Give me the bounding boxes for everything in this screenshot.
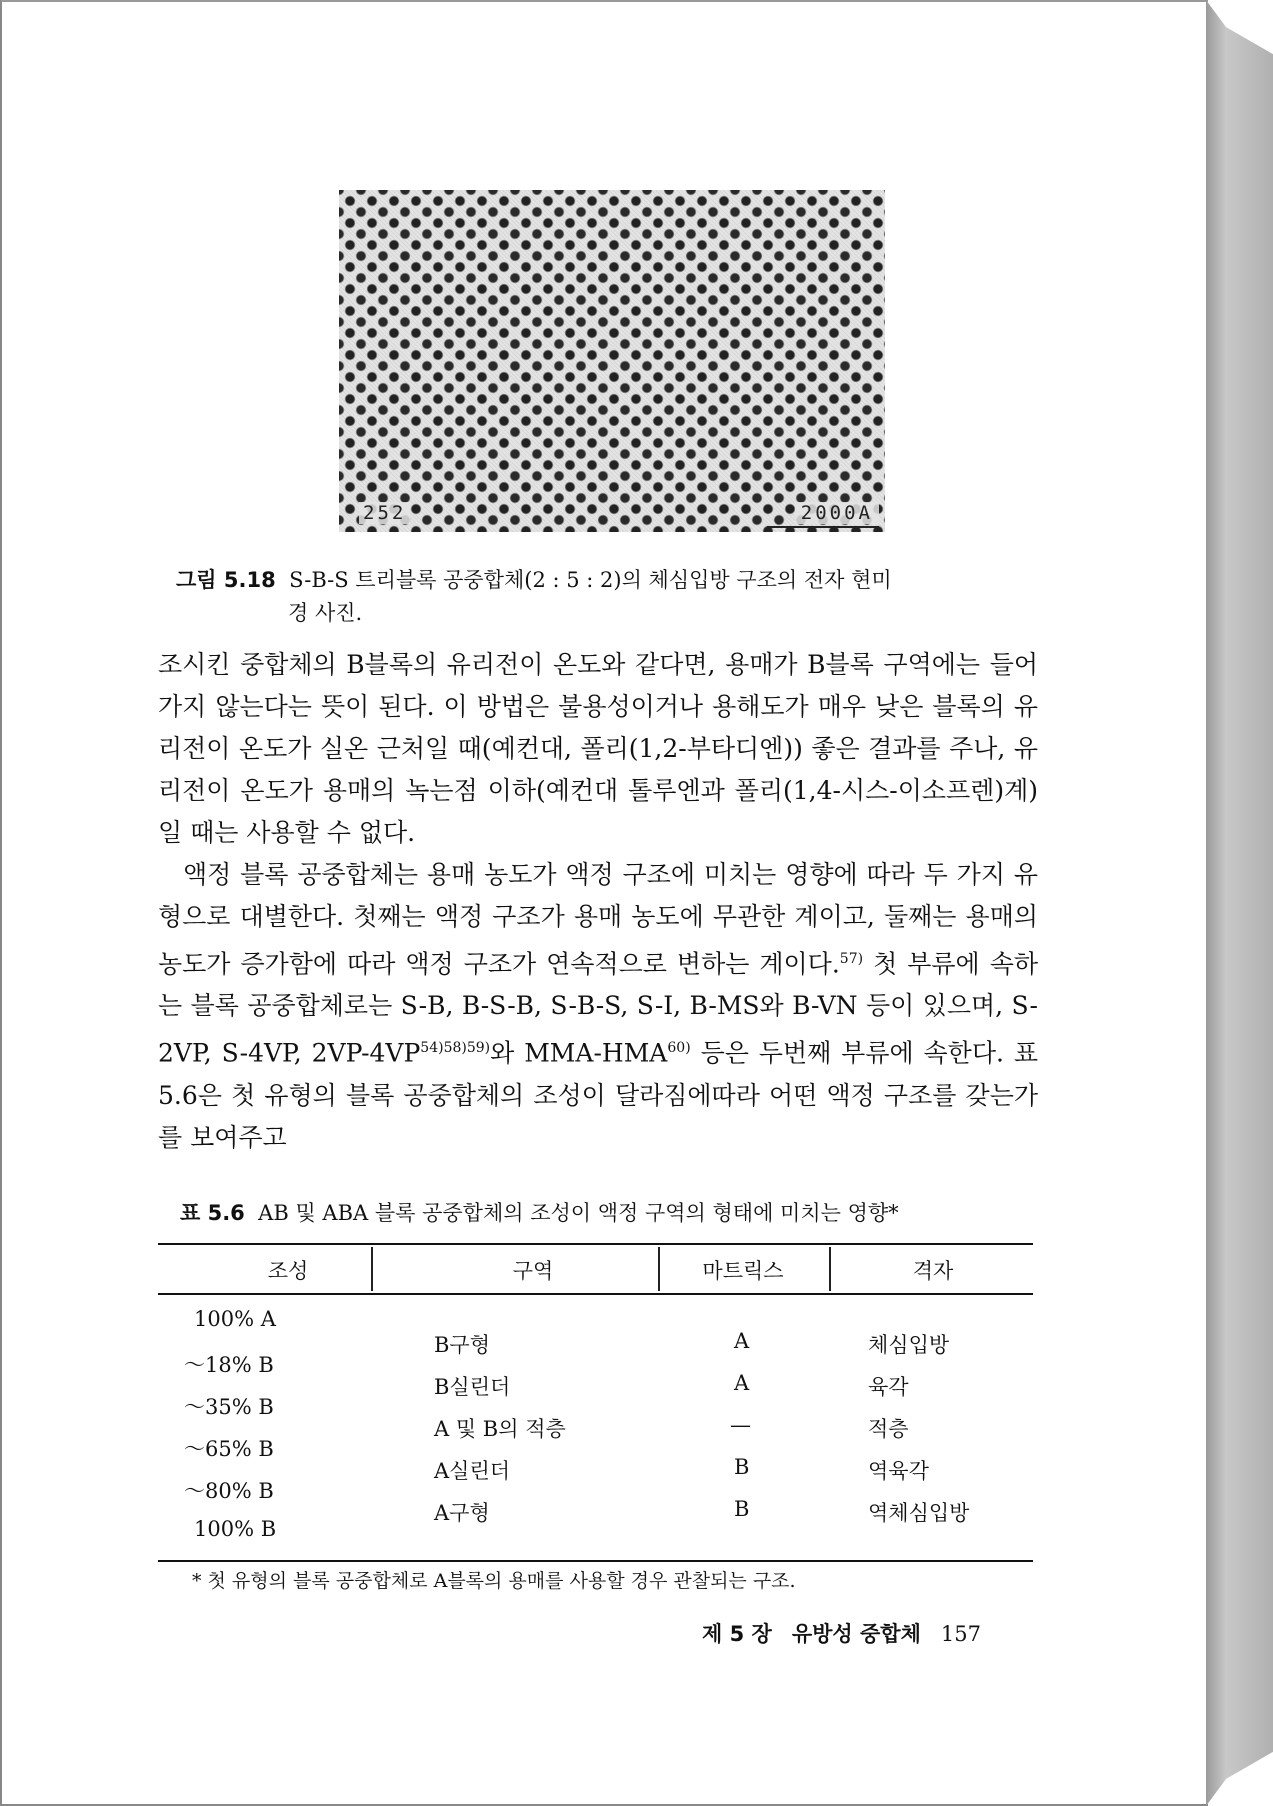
paragraph-2-part-c: 와 MMA-HMA [490, 1038, 668, 1068]
electron-micrograph-image [339, 190, 885, 532]
table-row-domain: A구형 [434, 1501, 490, 1525]
table-title [180, 1198, 1040, 1228]
micrograph-scale-label: 2000A [795, 502, 879, 524]
book-page-edge [1206, 0, 1273, 1806]
table-header-row [158, 1245, 1033, 1295]
table-divider [658, 1247, 660, 1291]
micrograph-scale-bar [767, 526, 879, 528]
reference-54-58-59: 54)58)59) [420, 1040, 491, 1057]
table-row-matrix: A [734, 1371, 750, 1395]
table-row-domain: A실린더 [434, 1459, 511, 1483]
figure-caption-text-line1: S-B-S 트리블록 공중합체(2 : 5 : 2)의 체심입방 구조의 전자 현미 [289, 568, 892, 592]
table-row-domain: A 및 B의 적층 [434, 1417, 566, 1441]
page-number: 157 [940, 1622, 981, 1646]
reference-57: 57) [839, 951, 864, 967]
composition-value: 100% A [194, 1307, 276, 1331]
table-row-lattice: 적층 [868, 1417, 909, 1441]
paragraph-2 [158, 854, 1038, 1159]
micrograph-number: 252 [359, 502, 410, 524]
paragraph-2-part-a: 액정 블록 공중합체는 용매 농도가 액정 구조에 미치는 영향에 따라 두 가지 유형으로 대별한다. 첫째는 액정 구조가 용매 농도에 무관한 계이고, 둘째는 용매의 농도가 증가함에 따라 액정 구조가 연속적으로 변하는 계이다. [158, 860, 1038, 979]
paragraph-2-part-d: 등은 두번째 부류에 속한다. 표 5.6은 첫 유형의 블록 공중합체의 조성이 달라짐에따라 어떤 액정 구조를 갖는가를 보여주고 [158, 1038, 1039, 1152]
composition-value: ～18% B [184, 1353, 274, 1377]
table-row-domain: B실린더 [434, 1375, 511, 1399]
table-title-text: AB 및 ABA 블록 공중합체의 조성이 액정 구역의 형태에 미치는 영향* [258, 1201, 899, 1225]
table-row-matrix: B [734, 1455, 750, 1479]
table-label: 표 5.6 [180, 1201, 245, 1225]
table-row-lattice: 역체심입방 [868, 1501, 970, 1525]
table-header-lattice: 격자 [912, 1259, 954, 1283]
table-row-lattice: 역육각 [868, 1459, 929, 1483]
figure-caption-label: 그림 5.18 [176, 568, 276, 592]
composition-value: ～35% B [184, 1395, 274, 1419]
paragraph-2-part-b: 첫 부류에 속하는 블록 공중합체로는 S-B, B-S-B, S-B-S, S-I, B-MS와 B-VN 등이 있으며, S-2VP, S-4VP, 2VP-4VP [158, 949, 1038, 1068]
page-footer [702, 1619, 1032, 1649]
table-divider [371, 1247, 373, 1291]
table-row-matrix: — [730, 1413, 751, 1437]
composition-value: ～65% B [184, 1437, 274, 1461]
table-footnote: * 첫 유형의 블록 공중합체로 A블록의 용매를 사용할 경우 관찰되는 구조. [192, 1570, 796, 1592]
figure-caption-text-line2: 경 사진. [288, 601, 363, 625]
composition-value: ～80% B [184, 1479, 274, 1503]
table-row-matrix: A [734, 1329, 750, 1353]
table-header-composition: 조성 [267, 1259, 309, 1283]
table-header-matrix: 마트릭스 [702, 1259, 784, 1283]
table-row-lattice: 체심입방 [868, 1333, 950, 1357]
table-row-matrix: B [734, 1497, 750, 1521]
table-divider [829, 1247, 831, 1291]
body-text [158, 644, 1038, 1159]
table-row-domain: B구형 [434, 1333, 491, 1357]
table-header-domain: 구역 [512, 1259, 554, 1283]
reference-60: 60) [667, 1040, 691, 1057]
footer-chapter: 제 5 장 [702, 1622, 772, 1646]
figure-caption [176, 564, 1036, 630]
composition-value: 100% B [194, 1517, 277, 1541]
footer-chapter-title: 유방성 중합체 [791, 1622, 921, 1646]
composition-table [158, 1243, 1033, 1562]
paragraph-1: 조시킨 중합체의 B블록의 유리전이 온도와 같다면, 용매가 B블록 구역에는 들어가지 않는다는 뜻이 된다. 이 방법은 불용성이거나 용해도가 매우 낮은 블록의 유리전이 온도가 실온 근처일 때(예컨대, 폴리(1,2-부타디엔)) 좋은 결과를 주나, 유리전이 온도가 용매의 녹는점 이하(예컨대 톨루엔과 폴리(1,4-시스-이소프렌)계)일 때는 사용할 수 없다. [158, 650, 1038, 847]
table-row-lattice: 육각 [868, 1375, 909, 1399]
